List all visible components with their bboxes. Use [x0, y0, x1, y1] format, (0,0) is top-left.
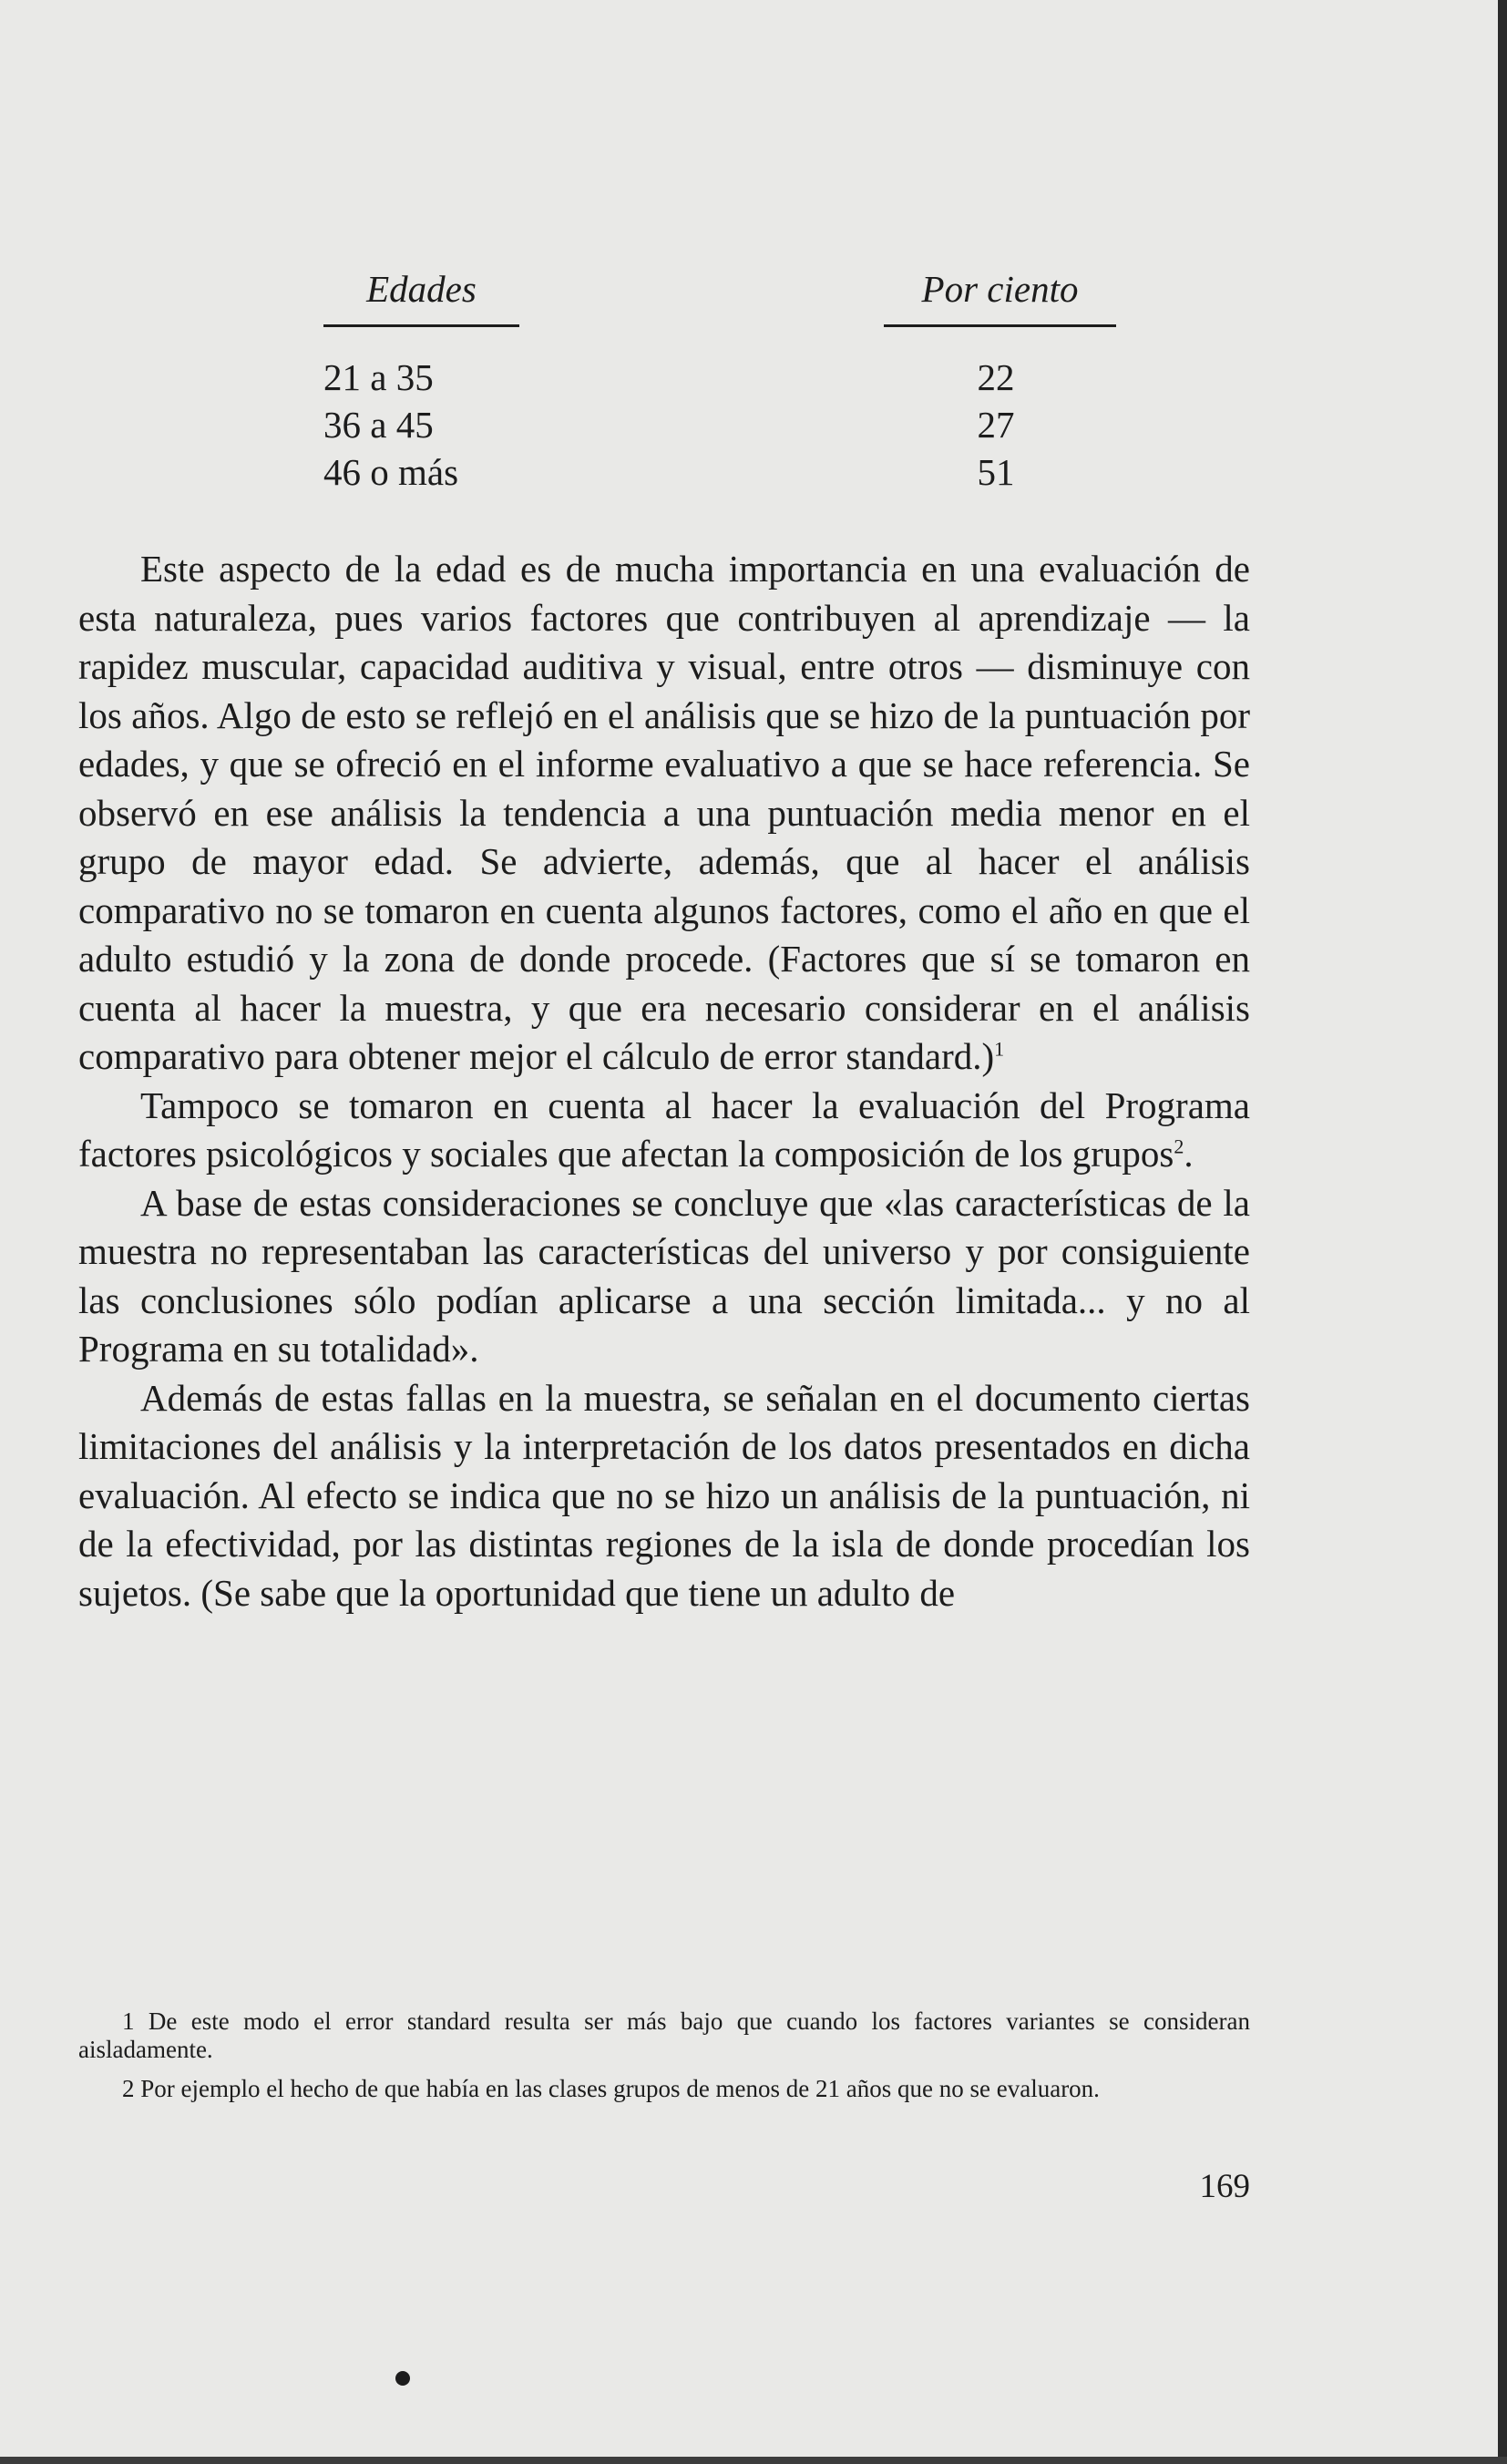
print-dot	[395, 2371, 410, 2386]
row-percent: 27	[977, 404, 1015, 446]
paragraph-analysis-limitations	[78, 1374, 1250, 1618]
paragraph-end: .	[1184, 1133, 1194, 1175]
column-header-age: Edades	[366, 268, 477, 310]
paragraph-text: A base de estas consideraciones se concluye que «las características de la muestra no representaban las características del universo y por consiguiente las conclusiones sólo podían aplicarse a una sección limitada... y no al Programa en su totalidad».	[78, 1181, 1250, 1370]
header-rule-percent	[884, 324, 1116, 327]
row-percent: 22	[977, 356, 1015, 398]
paragraph-text: Además de estas fallas en la muestra, se señalan en el documento ciertas limitaciones del análisis y la interpretación de los datos presentados en dicha evaluación. Al efecto se indica que no se hizo un análisis de la puntuación, ni de la efectividad, por las distintas regiones de la isla de donde procedían los sujetos. (Se sabe que la oportunidad que tiene un adulto de	[78, 1376, 1250, 1614]
header-rule-age	[323, 324, 519, 327]
table-row	[323, 401, 1125, 448]
paragraph-text: Tampoco se tomaron en cuenta al hacer la evaluación del Programa factores psicológicos y sociales que afectan la composición de los grupos	[78, 1083, 1250, 1175]
footnote-number: 2	[122, 2075, 135, 2102]
page-number: 169	[1199, 2168, 1250, 2205]
paragraph-text: Este aspecto de la edad es de mucha importancia en una evaluación de esta naturaleza, pues varios factores que contribuyen al aprendizaje — la rapidez muscular, capacidad auditiva y visual, entre otros — disminuye con los años. Algo de esto se reflejó en el análisis que se hizo de la puntuación por edades, y que se ofreció en el informe evaluativo a que se hace referencia. Se observó en ese análisis la tendencia a una puntuación media menor en el grupo de mayor edad. Se advierte, además, que al hacer el análisis comparativo no se tomaron en cuenta algunos factores, como el año en que el adulto estudió y la zona de donde procede. (Factores que sí se tomaron en cuenta al hacer la muestra, y que era necesario considerar en el análisis comparativo para obtener mejor el cálculo de error standard.)	[78, 548, 1250, 1077]
scan-edge-bottom	[0, 2457, 1507, 2464]
row-age: 46 o más	[323, 451, 459, 493]
paragraph-age-importance	[78, 545, 1250, 1082]
footnote-ref: 1	[994, 1037, 1005, 1061]
paragraph-psychological-factors	[78, 1082, 1250, 1179]
paragraph-conclusion-quote	[78, 1179, 1250, 1374]
footnote-number: 1	[122, 2007, 135, 2035]
table-row	[323, 448, 1125, 496]
row-percent: 51	[977, 451, 1015, 493]
scan-edge-right	[1498, 0, 1507, 2464]
footnote	[78, 2075, 1250, 2103]
footnote-text: De este modo el error standard resulta ser más bajo que cuando los factores variantes se consideran aisladamente.	[78, 2007, 1250, 2063]
footnote-text: Por ejemplo el hecho de que había en las clases grupos de menos de 21 años que no se evaluaron.	[140, 2075, 1100, 2102]
column-header-percent: Por ciento	[921, 268, 1079, 310]
table-row	[323, 354, 1125, 401]
row-age: 36 a 45	[323, 404, 434, 446]
body-text	[78, 545, 1250, 1617]
row-age: 21 a 35	[323, 356, 434, 398]
footnotes	[78, 2007, 1250, 2114]
footnote	[78, 2007, 1250, 2064]
footnote-ref: 2	[1174, 1134, 1184, 1158]
